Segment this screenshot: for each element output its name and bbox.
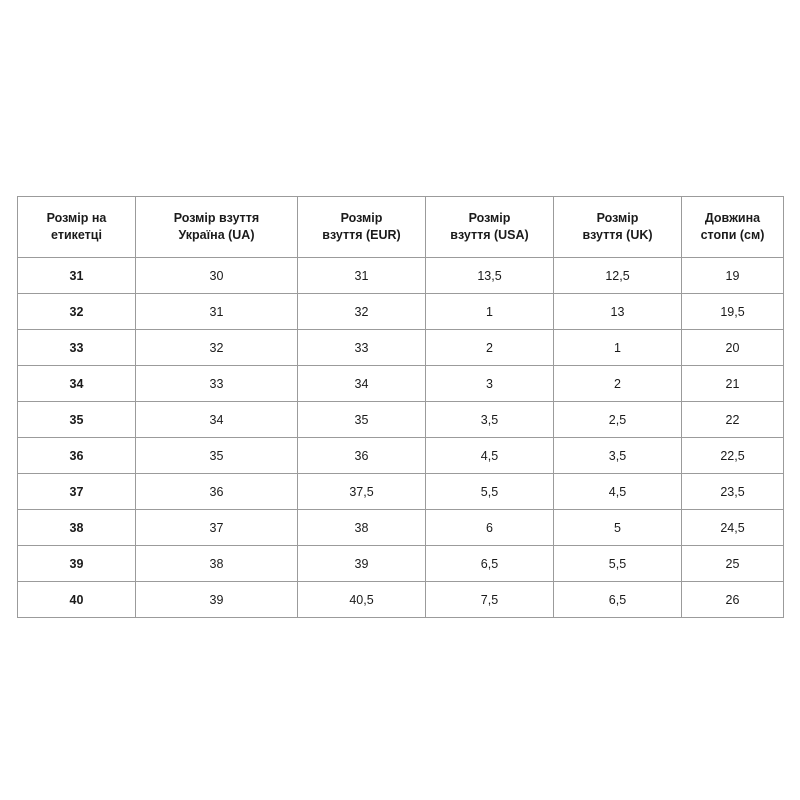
cell-usa-size: 6,5 bbox=[426, 546, 554, 582]
cell-uk-size: 1 bbox=[554, 330, 682, 366]
table-row bbox=[18, 294, 784, 330]
cell-eur-size: 32 bbox=[298, 294, 426, 330]
cell-foot-length: 23,5 bbox=[682, 474, 784, 510]
cell-usa-size: 3 bbox=[426, 366, 554, 402]
column-header-eur-size bbox=[298, 197, 426, 258]
cell-foot-length: 21 bbox=[682, 366, 784, 402]
cell-eur-size: 38 bbox=[298, 510, 426, 546]
cell-label-size: 34 bbox=[18, 366, 136, 402]
cell-foot-length: 24,5 bbox=[682, 510, 784, 546]
cell-label-size: 38 bbox=[18, 510, 136, 546]
cell-label-size: 31 bbox=[18, 258, 136, 294]
cell-ua-size: 38 bbox=[136, 546, 298, 582]
column-header-usa-size bbox=[426, 197, 554, 258]
cell-ua-size: 34 bbox=[136, 402, 298, 438]
column-header-foot-length bbox=[682, 197, 784, 258]
table-row bbox=[18, 438, 784, 474]
cell-label-size: 39 bbox=[18, 546, 136, 582]
cell-eur-size: 40,5 bbox=[298, 582, 426, 618]
table-row bbox=[18, 582, 784, 618]
column-header-line: етикетці bbox=[51, 228, 102, 242]
cell-foot-length: 19 bbox=[682, 258, 784, 294]
column-header-label-size bbox=[18, 197, 136, 258]
column-header-line: стопи (см) bbox=[700, 228, 765, 242]
cell-uk-size: 5 bbox=[554, 510, 682, 546]
cell-label-size: 40 bbox=[18, 582, 136, 618]
cell-eur-size: 36 bbox=[298, 438, 426, 474]
table-row bbox=[18, 330, 784, 366]
table-row bbox=[18, 474, 784, 510]
column-header-line: взуття (USA) bbox=[450, 228, 529, 242]
cell-eur-size: 35 bbox=[298, 402, 426, 438]
table-header-row bbox=[18, 197, 784, 258]
column-header-line: Розмір на bbox=[46, 211, 107, 226]
cell-uk-size: 3,5 bbox=[554, 438, 682, 474]
cell-eur-size: 39 bbox=[298, 546, 426, 582]
size-table-container bbox=[17, 196, 783, 618]
column-header-uk-size bbox=[554, 197, 682, 258]
column-header-line: Довжина bbox=[704, 211, 761, 226]
cell-ua-size: 31 bbox=[136, 294, 298, 330]
table-row bbox=[18, 258, 784, 294]
column-header-line: Розмір bbox=[596, 211, 639, 226]
cell-label-size: 36 bbox=[18, 438, 136, 474]
column-header-line: Розмір взуття bbox=[173, 211, 260, 226]
cell-uk-size: 2 bbox=[554, 366, 682, 402]
shoe-size-table bbox=[17, 196, 784, 618]
table-row bbox=[18, 366, 784, 402]
column-header-line: взуття (UK) bbox=[582, 228, 653, 242]
cell-usa-size: 2 bbox=[426, 330, 554, 366]
column-header-line: Розмір bbox=[468, 211, 511, 226]
cell-ua-size: 37 bbox=[136, 510, 298, 546]
column-header-line: Розмір bbox=[340, 211, 383, 226]
table-body bbox=[18, 258, 784, 618]
cell-uk-size: 6,5 bbox=[554, 582, 682, 618]
cell-ua-size: 33 bbox=[136, 366, 298, 402]
cell-ua-size: 36 bbox=[136, 474, 298, 510]
cell-uk-size: 5,5 bbox=[554, 546, 682, 582]
cell-usa-size: 5,5 bbox=[426, 474, 554, 510]
cell-uk-size: 4,5 bbox=[554, 474, 682, 510]
cell-eur-size: 33 bbox=[298, 330, 426, 366]
column-header-line: Україна (UA) bbox=[178, 228, 255, 242]
cell-eur-size: 34 bbox=[298, 366, 426, 402]
table-row bbox=[18, 510, 784, 546]
cell-eur-size: 37,5 bbox=[298, 474, 426, 510]
cell-label-size: 37 bbox=[18, 474, 136, 510]
cell-foot-length: 19,5 bbox=[682, 294, 784, 330]
cell-foot-length: 22 bbox=[682, 402, 784, 438]
cell-uk-size: 2,5 bbox=[554, 402, 682, 438]
table-header bbox=[18, 197, 784, 258]
table-row bbox=[18, 402, 784, 438]
cell-eur-size: 31 bbox=[298, 258, 426, 294]
cell-ua-size: 35 bbox=[136, 438, 298, 474]
table-row bbox=[18, 546, 784, 582]
cell-ua-size: 32 bbox=[136, 330, 298, 366]
cell-usa-size: 3,5 bbox=[426, 402, 554, 438]
cell-ua-size: 30 bbox=[136, 258, 298, 294]
column-header-ua-size bbox=[136, 197, 298, 258]
cell-usa-size: 7,5 bbox=[426, 582, 554, 618]
cell-ua-size: 39 bbox=[136, 582, 298, 618]
cell-usa-size: 4,5 bbox=[426, 438, 554, 474]
cell-usa-size: 13,5 bbox=[426, 258, 554, 294]
cell-uk-size: 13 bbox=[554, 294, 682, 330]
cell-label-size: 32 bbox=[18, 294, 136, 330]
cell-foot-length: 25 bbox=[682, 546, 784, 582]
cell-usa-size: 1 bbox=[426, 294, 554, 330]
cell-label-size: 33 bbox=[18, 330, 136, 366]
cell-foot-length: 20 bbox=[682, 330, 784, 366]
cell-uk-size: 12,5 bbox=[554, 258, 682, 294]
column-header-line: взуття (EUR) bbox=[322, 228, 401, 242]
cell-foot-length: 26 bbox=[682, 582, 784, 618]
cell-foot-length: 22,5 bbox=[682, 438, 784, 474]
cell-label-size: 35 bbox=[18, 402, 136, 438]
cell-usa-size: 6 bbox=[426, 510, 554, 546]
